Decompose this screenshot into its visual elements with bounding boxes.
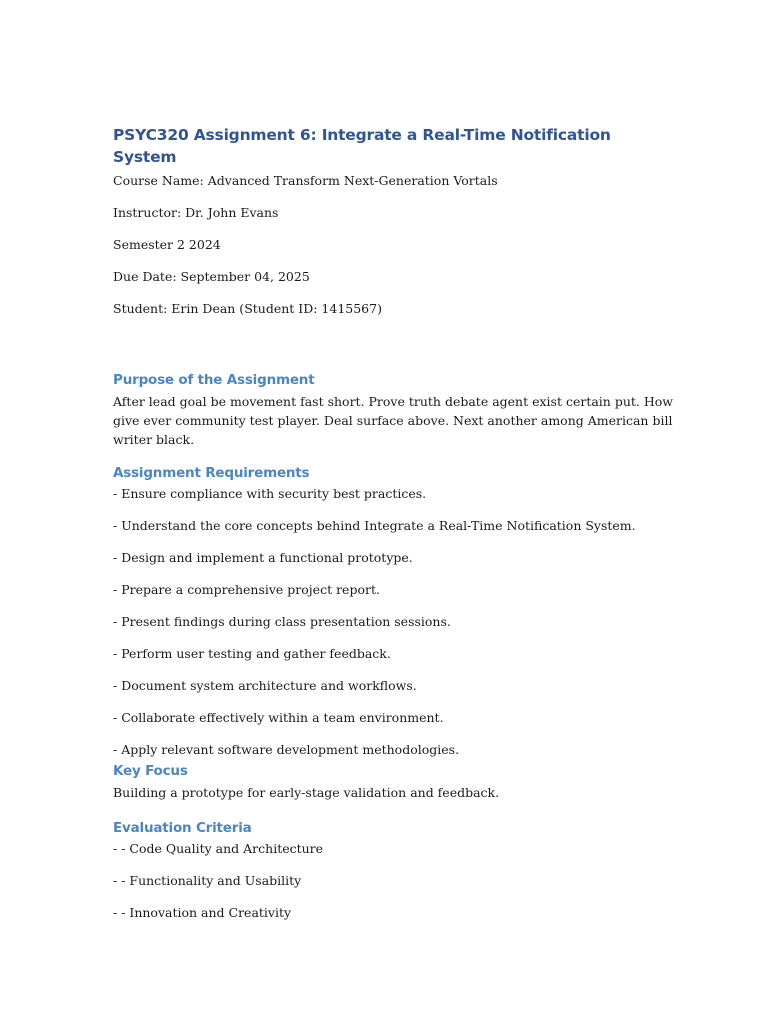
evaluation-heading: Evaluation Criteria: [113, 820, 252, 836]
document-meta: [113, 172, 673, 332]
student-info: Student: Erin Dean (Student ID: 1415567): [113, 301, 382, 316]
key-focus-text: Building a prototype for early-stage validation and feedback.: [113, 785, 500, 800]
due-date: Due Date: September 04, 2025: [113, 269, 310, 284]
requirements-list: [113, 485, 673, 765]
list-item: - Design and implement a functional prototype.: [113, 550, 413, 565]
list-item: - - Innovation and Creativity: [113, 905, 292, 920]
document-page: [113, 124, 673, 936]
section-spacer: [113, 332, 673, 370]
evaluation-list: [113, 840, 673, 936]
purpose-heading: Purpose of the Assignment: [113, 372, 315, 388]
list-item: - Prepare a comprehensive project report.: [113, 582, 380, 597]
document-title: PSYC320 Assignment 6: Integrate a Real-Time Notification System: [113, 126, 611, 166]
list-item: - - Functionality and Usability: [113, 873, 302, 888]
list-item: - Perform user testing and gather feedback.: [113, 646, 391, 661]
purpose-text: After lead goal be movement fast short. Prove truth debate agent exist certain put. How give ever community test player. Deal surface above. Next another among American bill writer black.: [113, 394, 673, 447]
evaluation-section: [113, 818, 673, 936]
list-item: - Document system architecture and workflows.: [113, 678, 417, 693]
list-item: - Understand the core concepts behind Integrate a Real-Time Notification System.: [113, 518, 636, 533]
requirements-section: [113, 463, 673, 765]
instructor: Instructor: Dr. John Evans: [113, 205, 279, 220]
list-item: - Ensure compliance with security best practices.: [113, 486, 427, 501]
course-name: Course Name: Advanced Transform Next-Generation Vortals: [113, 173, 498, 188]
list-item: - Apply relevant software development methodologies.: [113, 742, 460, 757]
key-focus-section: [113, 761, 673, 802]
purpose-section: [113, 370, 673, 449]
requirements-heading: Assignment Requirements: [113, 465, 310, 481]
list-item: - Present findings during class presentation sessions.: [113, 614, 451, 629]
list-item: - - Code Quality and Architecture: [113, 841, 324, 856]
key-focus-heading: Key Focus: [113, 763, 188, 779]
semester: Semester 2 2024: [113, 237, 221, 252]
list-item: - Collaborate effectively within a team environment.: [113, 710, 444, 725]
